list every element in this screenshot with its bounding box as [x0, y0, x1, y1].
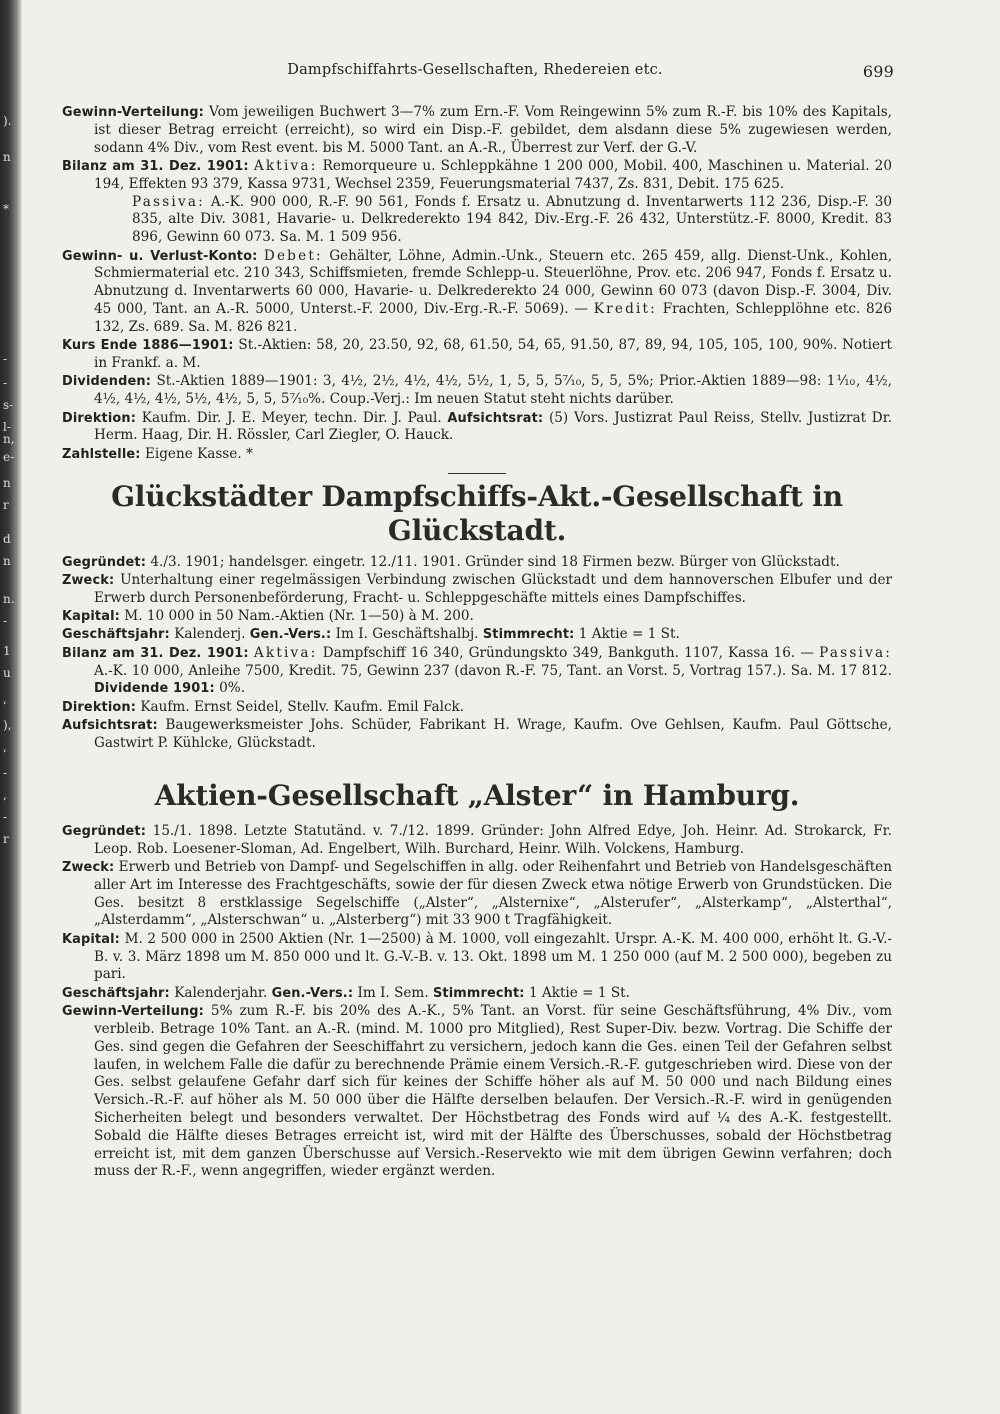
entry-text: St.-Aktien 1889—1901: 3, 4½, 2½, 4½, 4½, 5½, 1, 5, 5, 5⁷⁄₁₀, 5, 5, 5%; Prior.-Aktien 1889—98: 1⅒, 4½, 4½, 4½, 4½, 5½, 4½, 5, 5, 5⁷⁄₁₀%. Coup.-Verj.: Im neuen Statut steht nichts darüber. [94, 373, 892, 408]
entry-label: Direktion: [62, 699, 137, 715]
gutter-mark: s- [3, 398, 14, 412]
entry-label: Gegründet: [62, 823, 147, 839]
zahlstelle-entry [62, 446, 892, 464]
entry-label: Gen.-Vers.: [249, 627, 332, 643]
gutter-mark: , [3, 740, 7, 754]
entry-text: Eigene Kasse. * [144, 445, 253, 462]
gutter-mark: n. [3, 592, 15, 606]
entry-label: Stimmrecht: [482, 627, 575, 643]
running-title: Dampfschiffahrts-Gesellschaften, Rhedereien etc. [287, 62, 663, 78]
entry-text: 5% zum R.-F. bis 20% des A.-K., 5% Tant. an Vorst. für seine Geschäftsführung, 4% Div., vom verbleib. Betrage 10% Tant. an A.-R. (mind. M. 1000 pro Mitglied), Rest Super-Div. bezw. Vortrag. Die Schiffe der Ges. sind gegen die Gefahren der Seeschiffahrt zu versichern, jedoch kann die Ges. einen Teil der Gefahren selbst laufen, in welchem Falle die dafür zu berechnende Prämie einem Versich.-R.-F. gutgeschrieben wird. Diese von der Ges. selbst gelaufene Gefahr darf sich für keines der Schiffe höher als auf M. 50 000 und nach Bildung eines Versich.-R.-F. auf höher als M. 50 000 über die Hälfte derselben belaufen. Der Versich.-R.-F. wird in genügenden Sicherheiten belegt und besonders verwaltet. Der Höchstbetrag des Fonds wird auf ¼ des A.-K. festgestellt. Sobald die Hälfte dieses Betrages erreicht ist, wird mit der Hälfte des Überschusses, sobald der Höchstbetrag erreicht ist, mit dem ganzen Überschusse auf Versich.-Reservekto wie mit dem übrigen Gewinn verfahren; doch muss der R.-F., wenn angegriffen, wieder ergänzt werden. [94, 1003, 892, 1180]
entry-text: A.-K. 10 000, Anleihe 7500, Kredit. 75, Gewinn 237 (davon R.-F. 75, Tant. an Vorst. 5, Vortrag 157.). Sa. M. 17 812. [94, 662, 892, 679]
passiva-label: Passiva: [132, 193, 205, 210]
section-divider [448, 473, 506, 474]
entry-label: Geschäftsjahr: [62, 627, 170, 643]
entry-label: Direktion: [62, 410, 137, 426]
gutter-mark: d [3, 532, 11, 546]
guv-entry [62, 248, 892, 337]
gutter-mark: ). [3, 114, 12, 128]
entry-label: Zweck: [62, 860, 115, 876]
gutter-mark: l- [3, 420, 11, 434]
running-header [60, 62, 894, 86]
entry-label: Gewinn- u. Verlust-Konto: [62, 248, 258, 264]
gutter-mark: ), [3, 718, 12, 732]
geschaeftsjahr-entry [62, 626, 892, 644]
entry-text: St.-Aktien: 58, 20, 23.50, 92, 68, 61.50, 54, 65, 91.50, 87, 89, 94, 105, 105, 100, 90%. Notiert in Frankf. a. M. [94, 337, 892, 371]
entry-label: Bilanz am 31. Dez. 1901: [62, 158, 249, 174]
entry-text: M. 2 500 000 in 2500 Aktien (Nr. 1—2500) à M. 1000, voll eingezahlt. Urspr. A.-K. M. 400 000, erhöht lt. G.-V.-B. v. 3. März 1898 um M. 850 000 und lt. G.-V.-B. v. 13. Okt. 1898 um M. 1 250 000 (auf M. 2 500 000), begeben zu pari. [94, 930, 892, 983]
gutter-mark: - [3, 810, 8, 824]
gutter-mark: n [3, 476, 11, 490]
entry-label: Kapital: [62, 931, 120, 947]
page-number: 699 [862, 62, 894, 81]
entry-text: Im I. Sem. [357, 984, 429, 1001]
bilanz-entry [62, 158, 892, 247]
entry-text: Kalenderjahr. [174, 984, 268, 1001]
kredit-label: Kredit: [593, 300, 657, 317]
dividenden-entry [62, 373, 892, 409]
gutter-mark: - [3, 766, 8, 780]
entry-text: 1 Aktie = 1 St. [578, 626, 680, 643]
debet-label: Debet: [263, 247, 323, 264]
entry-text: 0%. [219, 680, 246, 697]
gegruendet-entry [62, 823, 892, 859]
entry-label: Geschäftsjahr: [62, 985, 170, 1001]
entry-text: Vom jeweiligen Buchwert 3—7% zum Ern.-F. Vom Reingewinn 5% zum R.-F. bis 10% des Kapitals, ist dieser Betrag erreicht (erreicht), so wird ein Disp.-F. gebildet, dem alsdann diese 5% zugewiesen werden, sodann 4% Div., vom Rest event. bis M. 5000 Tant. an A.-R., Überrest zur Verf. der G.-V. [94, 104, 892, 156]
direktion-entry [62, 410, 892, 446]
gutter-mark: - [3, 376, 8, 390]
gutter-mark: e- [3, 450, 15, 464]
entry-text: 15./1. 1898. Letzte Statutänd. v. 7./12. 1899. Gründer: John Alfred Edye, Joh. Heinr. Ad. Strokarck, Fr. Leop. Rob. Loesener-Sloman, Ad. Engelbert, Wilh. Burchard, Heinr. Wilh. Volckens, Hamburg. [94, 822, 892, 857]
entry-label: Aufsichtsrat: [447, 410, 544, 426]
kapital-entry [62, 608, 892, 626]
gutter-mark: n, [3, 432, 15, 446]
entry-label: Gegründet: [62, 554, 147, 570]
zweck-entry [62, 572, 892, 608]
entry-text: Gehälter, Löhne, Admin.-Unk., Steuern etc. 265 459, allg. Dienst-Unk., Kohlen, Schmiermaterial etc. 210 343, Schiffsmieten, fremde Schlepp-u. Steuerlöhne, Prov. etc. 206 947, Fonds f. Ersatz u. Abnutzung d. Inventarwerts 60 000, Havarie- u. Delkrederekto 24 000, Gewinn 60 073 (davon Disp.-F. 3004, Div. 45 000, Tant. an A.-R. 5000, Unterst.-F. 2000, Div.-Erg.-R.-F. 5069). — [94, 247, 893, 317]
entry-text: Erwerb und Betrieb von Dampf- und Segelschiffen in allg. oder Reihenfahrt und Betrieb von Handelsgeschäften aller Art im Interesse des Frachtgeschäfts, sowie der für diesen Zweck etwa nötige Erwerb von Grundstücken. Die Ges. besitzt 8 erstklassige Segelschiffe („Alster“, „Alsternixe“, „Alsterufer“, „Alsterkamp“, „Alsterthal“, „Alsterdamm“, „Alsterschwan“ u. „Alsterberg“) mit 33 900 t Tragfähigkeit. [94, 859, 892, 929]
gutter-mark: n [3, 554, 11, 568]
kurs-entry [62, 337, 892, 373]
entry-text: Dampfschiff 16 340, Gründungskto 349, Bankguth. 1107, Kassa 16. — [322, 644, 814, 661]
kapital-entry [62, 931, 892, 984]
entry-label: Zweck: [62, 572, 115, 588]
entry-text: M. 10 000 in 50 Nam.-Aktien (Nr. 1—50) à M. 200. [124, 608, 474, 625]
gutter-mark: * [3, 202, 9, 216]
entry-label: Dividenden: [62, 374, 152, 390]
entry-label: Stimmrecht: [432, 985, 525, 1001]
bilanz-entry [62, 645, 892, 698]
passiva-line [94, 194, 892, 247]
aktiva-label: Aktiva: [253, 157, 318, 174]
gewinn-verteilung-entry [62, 104, 892, 157]
entry-text: A.-K. 900 000, R.-F. 90 561, Fonds f. Ersatz u. Abnutzung d. Inventarwerts 112 236, Disp.-F. 30 835, alte Div. 3081, Havarie- u. Delkrederekto 194 842, Div.-Erg.-F. 26 432, Unterstütz.-F. 8000, Kredit. 83 896, Gewinn 60 073. Sa. M. 1 509 956. [132, 193, 892, 246]
gutter-mark: n [3, 150, 11, 164]
gutter-mark: u [3, 666, 11, 680]
geschaeftsjahr-entry [62, 985, 892, 1003]
entry-label: Dividende 1901: [94, 681, 215, 697]
entry-text: Kaufm. Dir. J. E. Meyer, techn. Dir. J. Paul. [141, 409, 442, 426]
direktion-entry [62, 699, 892, 717]
entry-text: Remorqueure u. Schleppkähne 1 200 000, Mobil. 400, Maschinen u. Material. 20 194, Effekten 93 379, Kassa 9731, Wechsel 2359, Feuerungsmaterial 7437, Zs. 831, Debit. 175 625. [94, 157, 892, 192]
entry-label: Zahlstelle: [62, 446, 141, 462]
page-content [62, 104, 892, 1182]
gutter-mark: - [3, 614, 8, 628]
entry-text: Frachten, Schlepplöhne etc. 826 132, Zs. 689. Sa. M. 826 821. [94, 300, 893, 335]
gutter-mark: r [3, 832, 9, 846]
entry-label: Kurs Ende 1886—1901: [62, 338, 234, 354]
entry-text: 1 Aktie = 1 St. [528, 984, 630, 1001]
gewinn-verteilung-entry [62, 1003, 892, 1181]
entry-text: (5) Vors. Justizrat Paul Reiss, Stellv. Justizrat Dr. Herm. Haag, Dir. H. Rössler, Carl Ziegler, O. Hauck. [94, 409, 893, 444]
aktiva-label: Aktiva: [253, 644, 318, 661]
entry-label: Kapital: [62, 609, 120, 625]
gutter-mark: , [3, 788, 7, 802]
entry-text: Unterhaltung einer regelmässigen Verbindung zwischen Glückstadt und dem hannoverschen Elbufer und der Erwerb durch Personenbeförderung, Fracht- u. Schleppgeschäfte mittels eines Dampfschiffes. [94, 571, 892, 606]
entry-label: Gewinn-Verteilung: [62, 105, 204, 120]
gutter-mark: r [3, 498, 9, 512]
entry-text: Kaufm. Ernst Seidel, Stellv. Kaufm. Emil Falck. [140, 698, 465, 715]
entry-label: Aufsichtsrat: [62, 718, 158, 734]
zweck-entry [62, 859, 892, 930]
gutter-marks [3, 0, 17, 1414]
aufsichtsrat-entry [62, 717, 892, 753]
entry-label: Gen.-Vers.: [271, 985, 354, 1001]
entry-text: Baugewerksmeister Johs. Schüder, Fabrikant H. Wrage, Kaufm. Ove Gehlsen, Kaufm. Paul Göttsche, Gastwirt P. Kühlcke, Glückstadt. [94, 717, 892, 752]
entry-label: Gewinn-Verteilung: [62, 1004, 204, 1020]
gutter-mark: - [3, 352, 8, 366]
entry-text: Kalenderj. [174, 626, 246, 643]
passiva-label: Passiva: [819, 644, 893, 661]
entry-text: 4./3. 1901; handelsger. eingetr. 12./11. 1901. Gründer sind 18 Firmen bezw. Bürger von Glückstadt. [150, 553, 840, 570]
company-title: Glückstädter Dampfschiffs-Akt.-Gesellschaft in Glückstadt. [111, 479, 843, 547]
company-title: Aktien-Gesellschaft „Alster“ in Hamburg. [154, 778, 800, 812]
gutter-mark: , [3, 692, 7, 706]
entry-text: Im I. Geschäftshalbj. [335, 626, 479, 643]
gutter-mark: 1 [3, 644, 11, 658]
entry-label: Bilanz am 31. Dez. 1901: [62, 645, 249, 661]
gegruendet-entry [62, 554, 892, 572]
